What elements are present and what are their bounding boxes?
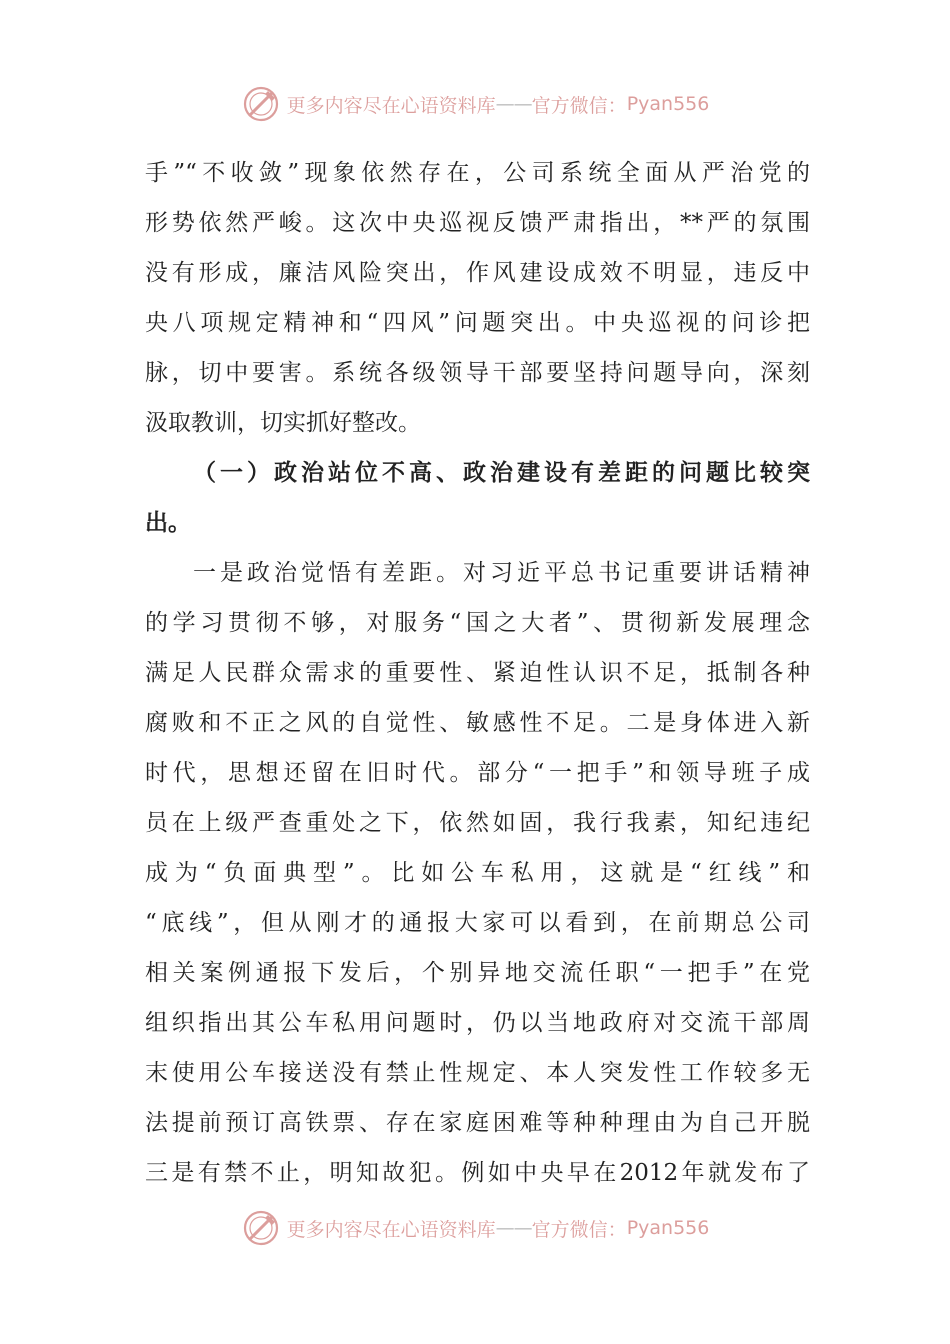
watermark-site-text: 更多内容尽在心语资料库 bbox=[286, 1218, 496, 1241]
text-line: 成为“负面典型”。比如公车私用，这就是“红线”和 bbox=[145, 860, 810, 886]
watermark-wechat-account: Pyan556 bbox=[626, 93, 710, 115]
watermark-wechat-label: 官方微信： bbox=[531, 94, 627, 117]
text-line: 一是政治觉悟有差距。对习近平总书记重要讲话精神 bbox=[193, 560, 810, 586]
watermark-wechat-account: Pyan556 bbox=[626, 1217, 710, 1239]
text-line: 满足人民群众需求的重要性、紧迫性认识不足，抵制各种 bbox=[145, 660, 810, 686]
section-heading: （一）政治站位不高、政治建设有差距的问题比较突 bbox=[193, 459, 810, 486]
text-line: 央八项规定精神和“四风”问题突出。中央巡视的问诊把 bbox=[145, 310, 810, 336]
text-line: 相关案例通报下发后，个别异地交流任职“一把手”在党 bbox=[145, 960, 810, 986]
pen-circle-icon bbox=[241, 1208, 281, 1248]
text-line: 脉，切中要害。系统各级领导干部要坚持问题导向，深刻 bbox=[145, 360, 810, 386]
watermark-header bbox=[0, 80, 950, 128]
text-line: 的学习贯彻不够，对服务“国之大者”、贯彻新发展理念 bbox=[145, 610, 810, 636]
watermark-wechat-label: 官方微信： bbox=[531, 1218, 627, 1241]
text-line: 腐败和不正之风的自觉性、敏感性不足。二是身体进入新 bbox=[145, 710, 810, 736]
text-line: 形势依然严峻。这次中央巡视反馈严肃指出，**严的氛围 bbox=[145, 210, 810, 236]
document-body bbox=[145, 148, 810, 1198]
text-line: 没有形成，廉洁风险突出，作风建设成效不明显，违反中 bbox=[145, 260, 810, 286]
text-line: 汲取教训，切实抓好整改。 bbox=[145, 410, 421, 436]
text-line: 法提前预订高铁票、存在家庭困难等种种理由为自己开脱 bbox=[145, 1110, 810, 1136]
text-line: 时代，思想还留在旧时代。部分“一把手”和领导班子成 bbox=[145, 760, 810, 786]
text-line: 末使用公车接送没有禁止性规定、本人突发性工作较多无 bbox=[145, 1060, 810, 1086]
text-line: 组织指出其公车私用问题时，仍以当地政府对交流干部周 bbox=[145, 1010, 810, 1036]
watermark-site-text: 更多内容尽在心语资料库 bbox=[286, 94, 496, 117]
text-line: 员在上级严查重处之下，依然如固，我行我素，知纪违纪 bbox=[145, 810, 810, 836]
text-line: “底线”，但从刚才的通报大家可以看到，在前期总公司 bbox=[145, 910, 810, 936]
text-line: 三是有禁不止，明知故犯。例如中央早在2012年就发布了 bbox=[145, 1160, 810, 1186]
pen-circle-icon bbox=[241, 84, 281, 124]
watermark-separator: —— bbox=[495, 1217, 532, 1239]
watermark-separator: —— bbox=[495, 93, 532, 115]
watermark-footer bbox=[0, 1204, 950, 1252]
text-line: 手”“不收敛”现象依然存在，公司系统全面从严治党的 bbox=[145, 160, 810, 186]
section-heading: 出。 bbox=[145, 509, 191, 536]
